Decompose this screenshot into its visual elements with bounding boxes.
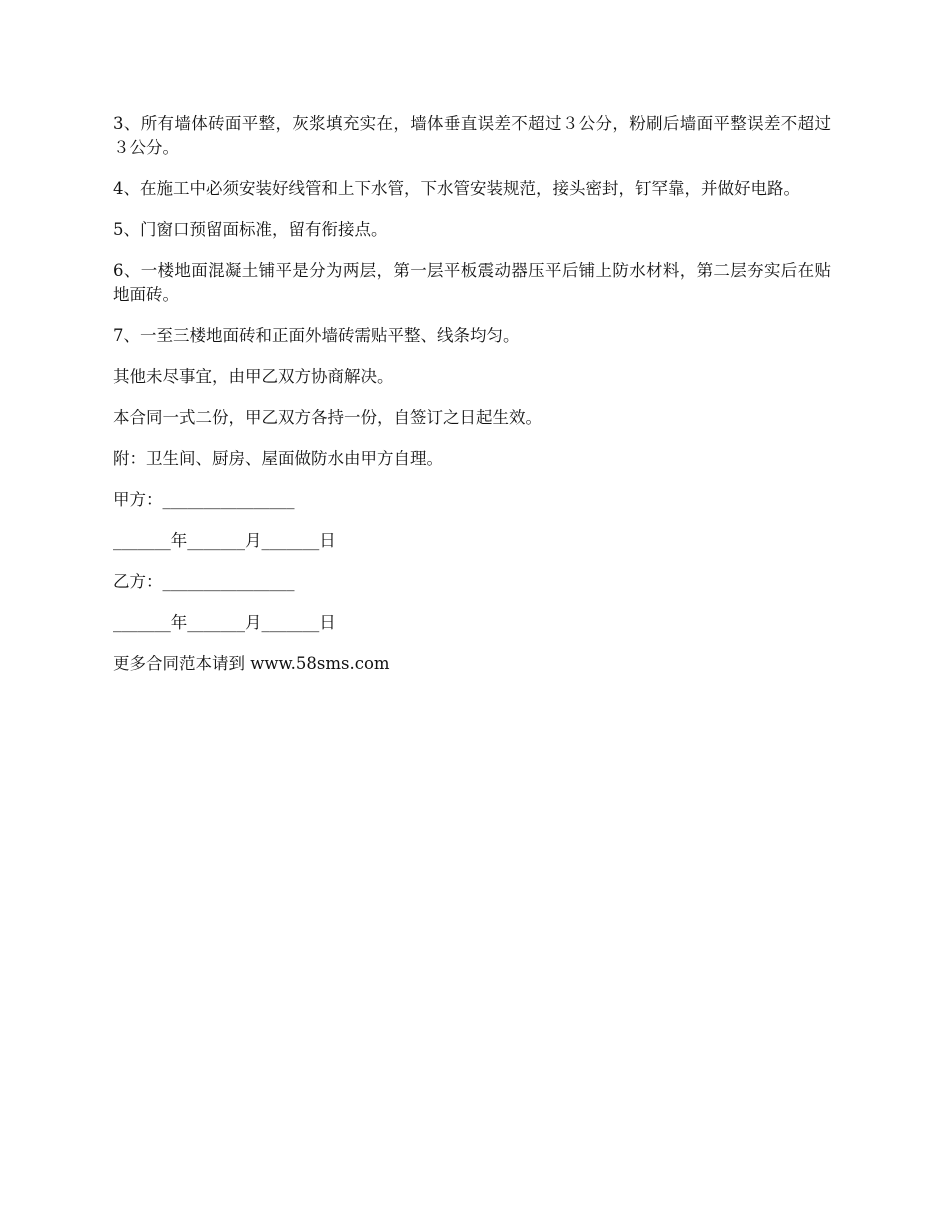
clause-3: 3、所有墙体砖面平整，灰浆填充实在，墙体垂直误差不超过３公分，粉刷后墙面平整误差不超过３公分。 — [113, 114, 831, 157]
party-b-signature-line: 乙方：________________ — [113, 572, 295, 591]
copies-clause: 本合同一式二份，甲乙双方各持一份，自签订之日起生效。 — [113, 408, 542, 427]
party-b-date-line: _______年_______月_______日 — [113, 613, 336, 632]
footer-link-text: 更多合同范本请到 www.58sms.com — [113, 654, 390, 673]
party-a-date-line: _______年_______月_______日 — [113, 531, 336, 550]
document-body — [113, 112, 831, 693]
party-a-signature-line: 甲方：________________ — [113, 490, 295, 509]
appendix-note: 附：卫生间、厨房、屋面做防水由甲方自理。 — [113, 449, 443, 468]
clause-6: 6、一楼地面混凝土铺平是分为两层，第一层平板震动器压平后铺上防水材料，第二层夯实后在贴地面砖。 — [113, 261, 831, 304]
other-matters: 其他未尽事宜，由甲乙双方协商解决。 — [113, 367, 394, 386]
clause-7: 7、一至三楼地面砖和正面外墙砖需贴平整、线条均匀。 — [113, 326, 520, 345]
clause-4: 4、在施工中必须安装好线管和上下水管，下水管安装规范，接头密封，钉罕靠，并做好电路。 — [113, 179, 800, 198]
clause-5: 5、门窗口预留面标准，留有衔接点。 — [113, 220, 388, 239]
